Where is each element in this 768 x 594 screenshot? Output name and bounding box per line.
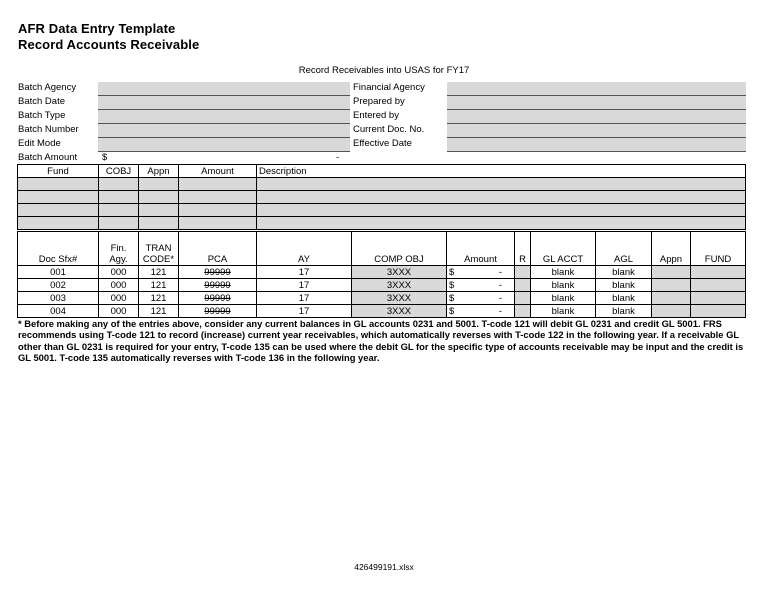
- amount-currency: $: [449, 280, 455, 291]
- amount-currency: $: [449, 293, 455, 304]
- col-header-ay: AY: [257, 232, 352, 266]
- entered-by-field[interactable]: [447, 110, 746, 124]
- ay-cell[interactable]: 17: [257, 279, 352, 292]
- batch-agency-label: Batch Agency: [18, 82, 77, 93]
- col-header-agl: AGL: [596, 232, 652, 266]
- agl-cell[interactable]: blank: [596, 266, 652, 279]
- table-row: [18, 266, 746, 279]
- table-row: [18, 204, 746, 217]
- agl-cell[interactable]: blank: [596, 305, 652, 318]
- comp-obj-cell[interactable]: 3XXX: [352, 279, 447, 292]
- col-header-comp-obj: COMP OBJ: [352, 232, 447, 266]
- fin-agy-cell[interactable]: 000: [99, 292, 139, 305]
- amount-cell[interactable]: [179, 204, 257, 217]
- table-row: [18, 191, 746, 204]
- batch-number-label: Batch Number: [18, 124, 79, 135]
- doc-sfx-cell[interactable]: 003: [18, 292, 99, 305]
- edit-mode-field[interactable]: [98, 138, 350, 152]
- fin-agy-cell[interactable]: 000: [99, 266, 139, 279]
- doc-sfx-cell[interactable]: 004: [18, 305, 99, 318]
- amount-value: -: [498, 280, 502, 291]
- agl-cell[interactable]: blank: [596, 292, 652, 305]
- col-header-fund: Fund: [18, 165, 99, 178]
- fund-cell[interactable]: [18, 191, 99, 204]
- col-header-tran-code: TRAN CODE*: [139, 232, 179, 266]
- table-row: [18, 279, 746, 292]
- effective-date-field[interactable]: [447, 138, 746, 152]
- fund-cell[interactable]: [691, 305, 746, 318]
- tran-code-cell[interactable]: 121: [139, 305, 179, 318]
- description-cell[interactable]: [257, 191, 746, 204]
- doc-sfx-cell[interactable]: 001: [18, 266, 99, 279]
- pca-cell[interactable]: 99999: [179, 292, 257, 305]
- gl-acct-cell[interactable]: blank: [531, 266, 596, 279]
- financial-agency-label: Financial Agency: [353, 82, 425, 93]
- appn-cell[interactable]: [652, 305, 691, 318]
- batch-type-field[interactable]: [98, 110, 350, 124]
- description-cell[interactable]: [257, 178, 746, 191]
- agl-cell[interactable]: blank: [596, 279, 652, 292]
- fund-table: [17, 164, 746, 230]
- col-header-description: Description: [257, 165, 746, 178]
- ay-cell[interactable]: 17: [257, 266, 352, 279]
- cobj-cell[interactable]: [99, 178, 139, 191]
- col-header-doc-sfx: Doc Sfx#: [18, 232, 99, 266]
- appn-cell[interactable]: [652, 279, 691, 292]
- fund-cell[interactable]: [18, 217, 99, 230]
- amount-currency: $: [449, 306, 455, 317]
- entered-by-label: Entered by: [353, 110, 399, 121]
- batch-type-label: Batch Type: [18, 110, 66, 121]
- table-row: [18, 178, 746, 191]
- fund-cell[interactable]: [691, 292, 746, 305]
- amount-cell[interactable]: [179, 178, 257, 191]
- batch-amount-label: Batch Amount: [18, 152, 78, 163]
- col-header-pca: PCA: [179, 232, 257, 266]
- page-title: AFR Data Entry Template: [18, 21, 176, 36]
- r-cell[interactable]: [515, 266, 531, 279]
- fin-agy-cell[interactable]: 000: [99, 279, 139, 292]
- table-row: [18, 292, 746, 305]
- comp-obj-cell[interactable]: 3XXX: [352, 266, 447, 279]
- current-doc-no-label: Current Doc. No.: [353, 124, 425, 135]
- doc-table-header: [18, 232, 746, 266]
- batch-number-field[interactable]: [98, 124, 350, 138]
- col-header-fin-agy: Fin. Agy.: [99, 232, 139, 266]
- appn-cell[interactable]: [139, 191, 179, 204]
- prepared-by-field[interactable]: [447, 96, 746, 110]
- doc-table: [17, 231, 746, 318]
- col-header-cobj: COBJ: [99, 165, 139, 178]
- col-header-appn: Appn: [652, 232, 691, 266]
- comp-obj-cell[interactable]: 3XXX: [352, 305, 447, 318]
- appn-cell[interactable]: [139, 204, 179, 217]
- pca-cell[interactable]: 99999: [179, 266, 257, 279]
- amount-value: -: [498, 293, 502, 304]
- amount-value: -: [498, 306, 502, 317]
- pca-cell[interactable]: 99999: [179, 279, 257, 292]
- fund-cell[interactable]: [691, 279, 746, 292]
- description-cell[interactable]: [257, 217, 746, 230]
- current-doc-no-field[interactable]: [447, 124, 746, 138]
- tran-code-cell[interactable]: 121: [139, 292, 179, 305]
- amount-cell[interactable]: [447, 305, 515, 318]
- fund-cell[interactable]: [691, 266, 746, 279]
- footnote: * Before making any of the entries above, consider any current balances in GL accounts 0231 and 5001. T-code 121 will debit GL 0231 and credit GL 5001. FRS recommends using T-code 121 to record (increase) current year receivables, which automatically reverses with T-code 122 in the following year. If a receivable GL other than GL 0231 is required for your entry, T-code 135 can be used where the debit GL for the specific type of accounts receivable may be input and the credit is GL 5001. T-code 135 automatically reverses with T-code 136 in the following year.: [18, 318, 744, 364]
- amount-cell[interactable]: [447, 292, 515, 305]
- tran-code-cell[interactable]: 121: [139, 266, 179, 279]
- table-row: [18, 217, 746, 230]
- ay-cell[interactable]: 17: [257, 305, 352, 318]
- batch-amount-currency: $: [102, 152, 108, 163]
- fund-cell[interactable]: [18, 178, 99, 191]
- batch-date-field[interactable]: [98, 96, 350, 110]
- appn-cell[interactable]: [139, 217, 179, 230]
- batch-agency-field[interactable]: [98, 82, 350, 96]
- pca-cell[interactable]: 99999: [179, 305, 257, 318]
- fund-table-header: [18, 165, 746, 178]
- cobj-cell[interactable]: [99, 217, 139, 230]
- r-cell[interactable]: [515, 305, 531, 318]
- fin-agy-cell[interactable]: 000: [99, 305, 139, 318]
- gl-acct-cell[interactable]: blank: [531, 292, 596, 305]
- page-subtitle: Record Accounts Receivable: [18, 37, 200, 52]
- sheet-heading: Record Receivables into USAS for FY17: [298, 65, 470, 76]
- appn-cell[interactable]: [652, 292, 691, 305]
- appn-cell[interactable]: [652, 266, 691, 279]
- amount-cell[interactable]: [179, 191, 257, 204]
- description-cell[interactable]: [257, 204, 746, 217]
- col-header-r: R: [515, 232, 531, 266]
- batch-amount-value: -: [336, 152, 340, 163]
- amount-cell[interactable]: [179, 217, 257, 230]
- amount-value: -: [498, 267, 502, 278]
- col-header-gl-acct: GL ACCT: [531, 232, 596, 266]
- amount-cell[interactable]: [447, 279, 515, 292]
- tran-code-cell[interactable]: 121: [139, 279, 179, 292]
- col-header-fund: FUND: [691, 232, 746, 266]
- amount-cell[interactable]: [447, 266, 515, 279]
- footer-filename: 426499191.xlsx: [354, 562, 414, 572]
- batch-date-label: Batch Date: [18, 96, 65, 107]
- gl-acct-cell[interactable]: blank: [531, 305, 596, 318]
- r-cell[interactable]: [515, 292, 531, 305]
- ay-cell[interactable]: 17: [257, 292, 352, 305]
- prepared-by-label: Prepared by: [353, 96, 405, 107]
- appn-cell[interactable]: [139, 178, 179, 191]
- cobj-cell[interactable]: [99, 204, 139, 217]
- r-cell[interactable]: [515, 279, 531, 292]
- doc-sfx-cell[interactable]: 002: [18, 279, 99, 292]
- edit-mode-label: Edit Mode: [18, 138, 61, 149]
- cobj-cell[interactable]: [99, 191, 139, 204]
- amount-currency: $: [449, 267, 455, 278]
- col-header-appn: Appn: [139, 165, 179, 178]
- col-header-amount: Amount: [447, 232, 515, 266]
- table-row: [18, 305, 746, 318]
- financial-agency-field[interactable]: [447, 82, 746, 96]
- comp-obj-cell[interactable]: 3XXX: [352, 292, 447, 305]
- effective-date-label: Effective Date: [353, 138, 412, 149]
- fund-cell[interactable]: [18, 204, 99, 217]
- gl-acct-cell[interactable]: blank: [531, 279, 596, 292]
- col-header-amount: Amount: [179, 165, 257, 178]
